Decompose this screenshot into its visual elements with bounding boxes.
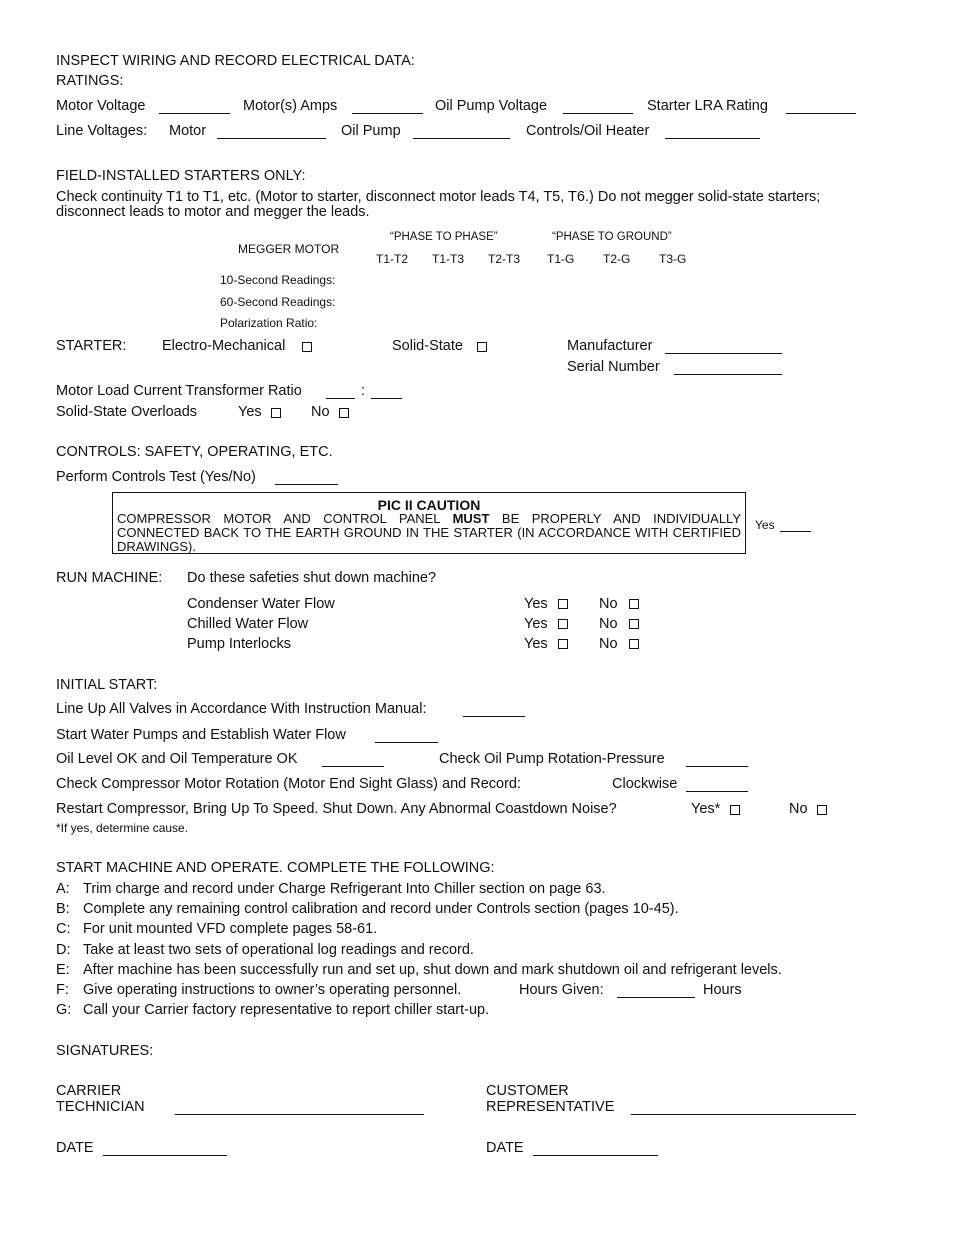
ss-overloads-no-checkbox[interactable] — [339, 408, 349, 418]
pic-caution-box — [112, 492, 746, 554]
safety-condenser-label: Condenser Water Flow — [187, 596, 335, 612]
operate-letter-b: B: — [56, 901, 70, 917]
motor-amps-label: Motor(s) Amps — [243, 98, 338, 114]
row-10-second: 10-Second Readings: — [220, 273, 336, 287]
operate-letter-e: E: — [56, 962, 70, 978]
oil-level-field[interactable] — [322, 766, 384, 767]
safety-chilled-label: Chilled Water Flow — [187, 616, 309, 632]
caution-text: COMPRESSOR MOTOR AND CONTROL PANEL MUST BE PROPERLY AND INDIVIDUALLY CONNECTED BACK TO THE EARTH GROUND IN THE STARTER (IN ACCORDANCE WITH CERTIFIED DRAWINGS). — [117, 511, 741, 554]
hours-label: Hours — [703, 982, 742, 998]
starter-label: STARTER: — [56, 338, 127, 354]
pump-no-checkbox[interactable] — [629, 639, 639, 649]
chilled-yes-label: Yes — [524, 616, 548, 632]
safety-pump-label: Pump Interlocks — [187, 636, 291, 652]
representative-date-field[interactable] — [533, 1155, 658, 1156]
controls-oil-heater-field[interactable] — [665, 138, 760, 139]
condenser-yes-checkbox[interactable] — [558, 599, 568, 609]
phase-to-ground-label: “PHASE TO GROUND” — [552, 231, 672, 243]
perform-controls-test-field[interactable] — [275, 484, 338, 485]
ss-overloads-yes-label: Yes — [238, 404, 262, 420]
pump-yes-checkbox[interactable] — [558, 639, 568, 649]
column-t1-t3: T1-T3 — [432, 252, 465, 266]
caution-must: MUST — [452, 511, 490, 526]
run-machine-label: RUN MACHINE: — [56, 570, 163, 586]
operate-item-g: Call your Carrier factory representative to report chiller start-up. — [83, 1002, 490, 1018]
motor-voltage-field[interactable] — [159, 113, 230, 114]
phase-to-phase-label: “PHASE TO PHASE” — [390, 231, 498, 243]
oil-pump-rotation-label: Check Oil Pump Rotation-Pressure — [439, 751, 665, 767]
operate-item-c: For unit mounted VFD complete pages 58-61. — [83, 921, 378, 937]
ct-ratio-colon: : — [361, 383, 366, 399]
ct-ratio-label: Motor Load Current Transformer Ratio — [56, 383, 302, 399]
continuity-paragraph: Check continuity T1 to T1, etc. (Motor to starter, disconnect motor leads T4, T5, T6.) Do not megger solid-state starters; disconnect leads to motor and megger the leads. — [56, 189, 821, 221]
column-t3-g: T3-G — [659, 252, 687, 266]
operate-letter-d: D: — [56, 942, 71, 958]
operate-letter-f: F: — [56, 982, 69, 998]
clockwise-label: Clockwise — [612, 776, 678, 792]
motor-amps-field[interactable] — [352, 113, 423, 114]
row-polarization: Polarization Ratio: — [220, 316, 318, 330]
ss-overloads-yes-checkbox[interactable] — [271, 408, 281, 418]
caution-title: PIC II CAUTION — [377, 497, 481, 513]
line-up-valves-field[interactable] — [463, 716, 525, 717]
oil-pump-voltage-label: Oil Pump Voltage — [435, 98, 548, 114]
customer-label: CUSTOMER — [486, 1083, 569, 1099]
technician-signature-field[interactable] — [175, 1114, 424, 1115]
electro-mechanical-label: Electro-Mechanical — [162, 338, 286, 354]
restart-compressor-label: Restart Compressor, Bring Up To Speed. Shut Down. Any Abnormal Coastdown Noise? — [56, 801, 617, 817]
water-pumps-label: Start Water Pumps and Establish Water Flow — [56, 727, 346, 743]
serial-number-label: Serial Number — [567, 359, 660, 375]
controls-oil-heater-label: Controls/Oil Heater — [526, 123, 650, 139]
manufacturer-label: Manufacturer — [567, 338, 653, 354]
technician-date-field[interactable] — [103, 1155, 227, 1156]
oil-level-label: Oil Level OK and Oil Temperature OK — [56, 751, 298, 767]
starter-lra-field[interactable] — [786, 113, 856, 114]
motor-voltage-label: Motor Voltage — [56, 98, 146, 114]
hours-given-label: Hours Given: — [519, 982, 604, 998]
carrier-label: CARRIER — [56, 1083, 122, 1099]
chilled-no-label: No — [599, 616, 618, 632]
operate-item-b: Complete any remaining control calibration and record under Controls section (pages 10-45). — [83, 901, 679, 917]
condenser-yes-label: Yes — [524, 596, 548, 612]
coastdown-yes-label: Yes* — [691, 801, 721, 817]
operate-item-f: Give operating instructions to owner’s operating personnel. — [83, 982, 462, 998]
condenser-no-label: No — [599, 596, 618, 612]
starter-lra-label: Starter LRA Rating — [647, 98, 768, 114]
coastdown-no-checkbox[interactable] — [817, 805, 827, 815]
line-up-valves-label: Line Up All Valves in Accordance With Instruction Manual: — [56, 701, 427, 717]
line-oil-pump-label: Oil Pump — [341, 123, 401, 139]
operate-item-d: Take at least two sets of operational log readings and record. — [83, 942, 474, 958]
initial-start-heading: INITIAL START: — [56, 677, 158, 693]
water-pumps-field[interactable] — [375, 742, 438, 743]
column-t2-t3: T2-T3 — [488, 252, 521, 266]
operate-letter-g: G: — [56, 1002, 72, 1018]
coastdown-yes-checkbox[interactable] — [730, 805, 740, 815]
representative-signature-field[interactable] — [631, 1114, 856, 1115]
chilled-yes-checkbox[interactable] — [558, 619, 568, 629]
footnote: *If yes, determine cause. — [56, 821, 189, 835]
ct-ratio-field-2[interactable] — [371, 398, 402, 399]
line-motor-label: Motor — [169, 123, 207, 139]
pump-yes-label: Yes — [524, 636, 548, 652]
technician-date-label: DATE — [56, 1140, 94, 1156]
coastdown-no-label: No — [789, 801, 808, 817]
chilled-no-checkbox[interactable] — [629, 619, 639, 629]
caution-yes-field[interactable] — [780, 531, 811, 532]
representative-label: REPRESENTATIVE — [486, 1099, 615, 1115]
representative-date-label: DATE — [486, 1140, 524, 1156]
column-t1-g: T1-G — [547, 252, 575, 266]
megger-motor-label: MEGGER MOTOR — [238, 242, 340, 256]
ss-overloads-label: Solid-State Overloads — [56, 404, 198, 420]
run-machine-question: Do these safeties shut down machine? — [187, 570, 437, 586]
hours-given-field[interactable] — [617, 997, 695, 998]
compressor-rotation-label: Check Compressor Motor Rotation (Motor End Sight Glass) and Record: — [56, 776, 521, 792]
oil-pump-voltage-field[interactable] — [563, 113, 633, 114]
operate-item-e: After machine has been successfully run and set up, shut down and mark shutdown oil and refrigerant levels. — [83, 962, 782, 978]
controls-heading: CONTROLS: SAFETY, OPERATING, ETC. — [56, 444, 333, 460]
oil-pump-rotation-field[interactable] — [686, 766, 748, 767]
technician-label: TECHNICIAN — [56, 1099, 145, 1115]
operate-letter-c: C: — [56, 921, 71, 937]
line-voltages-label: Line Voltages: — [56, 123, 148, 139]
solid-state-label: Solid-State — [392, 338, 463, 354]
line-motor-field[interactable] — [217, 138, 326, 139]
serial-number-field[interactable] — [674, 374, 782, 375]
operate-letter-a: A: — [56, 881, 70, 897]
field-starters-heading: FIELD-INSTALLED STARTERS ONLY: — [56, 168, 306, 184]
line-oil-pump-field[interactable] — [413, 138, 510, 139]
column-t2-g: T2-G — [603, 252, 631, 266]
inspect-heading: INSPECT WIRING AND RECORD ELECTRICAL DATA: — [56, 53, 415, 69]
ss-overloads-no-label: No — [311, 404, 330, 420]
row-60-second: 60-Second Readings: — [220, 295, 336, 309]
caution-yes-label: Yes — [755, 518, 775, 532]
solid-state-checkbox[interactable] — [477, 342, 487, 352]
operate-item-a: Trim charge and record under Charge Refrigerant Into Chiller section on page 63. — [83, 881, 606, 897]
operate-heading: START MACHINE AND OPERATE. COMPLETE THE FOLLOWING: — [56, 860, 495, 876]
condenser-no-checkbox[interactable] — [629, 599, 639, 609]
signatures-heading: SIGNATURES: — [56, 1043, 154, 1059]
perform-controls-test-label: Perform Controls Test (Yes/No) — [56, 469, 256, 485]
ratings-label: RATINGS: — [56, 73, 124, 89]
column-t1-t2: T1-T2 — [376, 252, 409, 266]
ct-ratio-field-1[interactable] — [326, 398, 355, 399]
pump-no-label: No — [599, 636, 618, 652]
clockwise-field[interactable] — [686, 791, 748, 792]
electro-mechanical-checkbox[interactable] — [302, 342, 312, 352]
manufacturer-field[interactable] — [665, 353, 782, 354]
